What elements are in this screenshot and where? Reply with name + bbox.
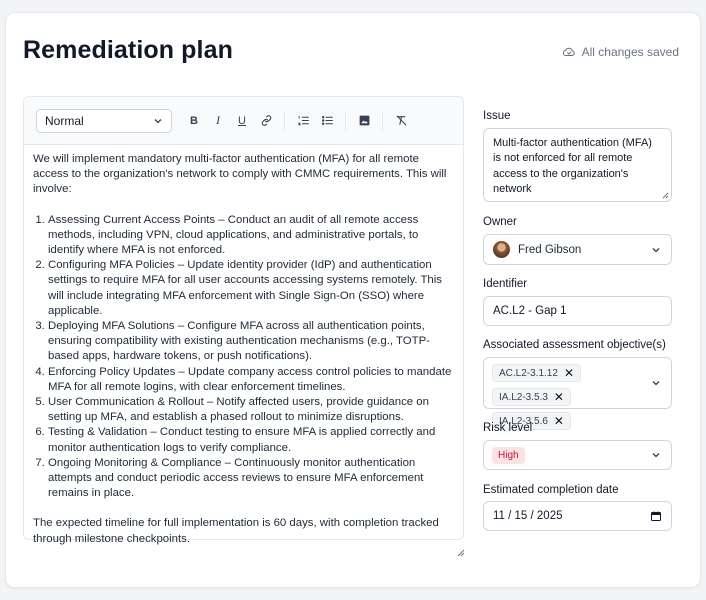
list-item: 2. Configuring MFA Policies – Update identity provider (IdP) and authentication settings to require MFA for all user accounts accessing systems remotely. This will include integrating MFA enforcement with Single Sign-On (SSO) where applicable. <box>48 258 455 319</box>
status-badge: High <box>492 447 525 464</box>
bullet-list-icon <box>321 114 334 127</box>
clear-format-button[interactable] <box>389 109 413 133</box>
risk-label: Risk level <box>483 422 533 434</box>
intro-paragraph: We will implement mandatory multi-factor authentication (MFA) for all remote access to the organization's network to comply with CMMC requirements. This will involve: <box>33 153 447 196</box>
format-select-value: Normal <box>45 113 84 128</box>
issue-textarea[interactable] <box>483 128 672 202</box>
image-button[interactable] <box>352 109 376 133</box>
toolbar-divider <box>345 112 346 130</box>
completion-label: Estimated completion date <box>483 484 619 496</box>
risk-row <box>484 441 671 469</box>
save-status <box>562 45 679 59</box>
image-icon <box>358 114 371 127</box>
owner-name: Fred Gibson <box>518 243 582 256</box>
underline-icon: U <box>238 114 246 127</box>
bullet-list-button[interactable] <box>315 109 339 133</box>
bold-icon: B <box>190 114 198 127</box>
objectives-label: Associated assessment objective(s) <box>483 339 666 351</box>
ordered-list-button[interactable] <box>291 109 315 133</box>
italic-button[interactable] <box>206 109 230 133</box>
owner-select[interactable] <box>483 234 672 265</box>
chevron-down-icon <box>651 378 661 388</box>
list-item: 1. Assessing Current Access Points – Conduct an audit of all remote access methods, including VPN, cloud applications, and administrative portals, to identify where MFA is not enforced. <box>48 213 455 259</box>
date-row <box>484 502 671 530</box>
issue-label: Issue <box>483 110 511 122</box>
link-icon <box>260 114 273 127</box>
toolbar-divider <box>284 112 285 130</box>
list-item: 6. Testing & Validation – Conduct testing to ensure MFA is applied correctly and monitor authentication logs to verify compliance. <box>48 425 455 455</box>
list-item: 3. Deploying MFA Solutions – Configure MFA across all authentication points, ensuring compatibility with existing authentication mechanisms (e.g., TOTP-based apps, hardware tokens, or push notifications). <box>48 319 455 365</box>
chevron-down-icon <box>651 245 661 255</box>
link-button[interactable] <box>254 109 278 133</box>
list-item: 4. Enforcing Policy Updates – Update company access control policies to mandate MFA for all remote logins, with clear enforcement timelines. <box>48 365 455 395</box>
date-value: 11 / 15 / 2025 <box>493 510 563 522</box>
chevron-down-icon <box>153 116 163 126</box>
risk-select[interactable] <box>483 440 672 470</box>
closing-paragraph: The expected timeline for full implementation is 60 days, with completion tracked through milestone checkpoints. <box>33 517 439 545</box>
toolbar-divider <box>382 112 383 130</box>
owner-row <box>484 235 671 264</box>
issue-text: Multi-factor authentication (MFA) is not enforced for all remote access to the organization's network <box>493 137 652 195</box>
editor-content[interactable] <box>24 145 463 547</box>
close-icon[interactable]: ✕ <box>563 366 574 380</box>
italic-icon: I <box>216 113 220 127</box>
cloud-check-icon <box>562 45 576 59</box>
chevron-down-icon <box>651 450 661 460</box>
identifier-value: AC.L2 - Gap 1 <box>493 305 567 317</box>
close-icon[interactable]: ✕ <box>553 390 564 404</box>
plan-editor <box>23 96 464 545</box>
editor-toolbar <box>24 97 463 145</box>
steps-list <box>33 213 455 502</box>
chip-label: AC.L2-3.1.12 <box>499 367 558 379</box>
underline-button[interactable] <box>230 109 254 133</box>
save-status-text: All changes saved <box>581 45 679 59</box>
resize-handle-icon[interactable] <box>661 191 669 199</box>
owner-label: Owner <box>483 216 517 228</box>
close-icon[interactable]: ✕ <box>553 414 564 428</box>
calendar-icon[interactable] <box>650 510 662 522</box>
avatar <box>493 241 510 258</box>
clear-format-icon <box>395 114 408 127</box>
identifier-input[interactable] <box>483 296 672 326</box>
ordered-list-icon <box>297 114 310 127</box>
objective-chip <box>492 364 581 382</box>
identifier-label: Identifier <box>483 278 528 290</box>
chip-label: IA.L2-3.5.3 <box>499 391 548 403</box>
list-item: 5. User Communication & Rollout – Notify affected users, provide guidance on setting up MFA, and establish a phased rollout to minimize disruptions. <box>48 395 455 425</box>
bold-button[interactable] <box>182 109 206 133</box>
format-select[interactable] <box>36 109 172 133</box>
objective-chip <box>492 388 571 406</box>
chip-label: IA.L2-3.5.6 <box>499 415 548 427</box>
page-title: Remediation plan <box>23 36 233 64</box>
resize-handle-icon[interactable] <box>455 547 465 557</box>
list-item: 7. Ongoing Monitoring & Compliance – Continuously monitor authentication attempts and conduct periodic access reviews to ensure MFA enforcement remains in place. <box>48 456 455 502</box>
completion-date-input[interactable] <box>483 501 672 531</box>
